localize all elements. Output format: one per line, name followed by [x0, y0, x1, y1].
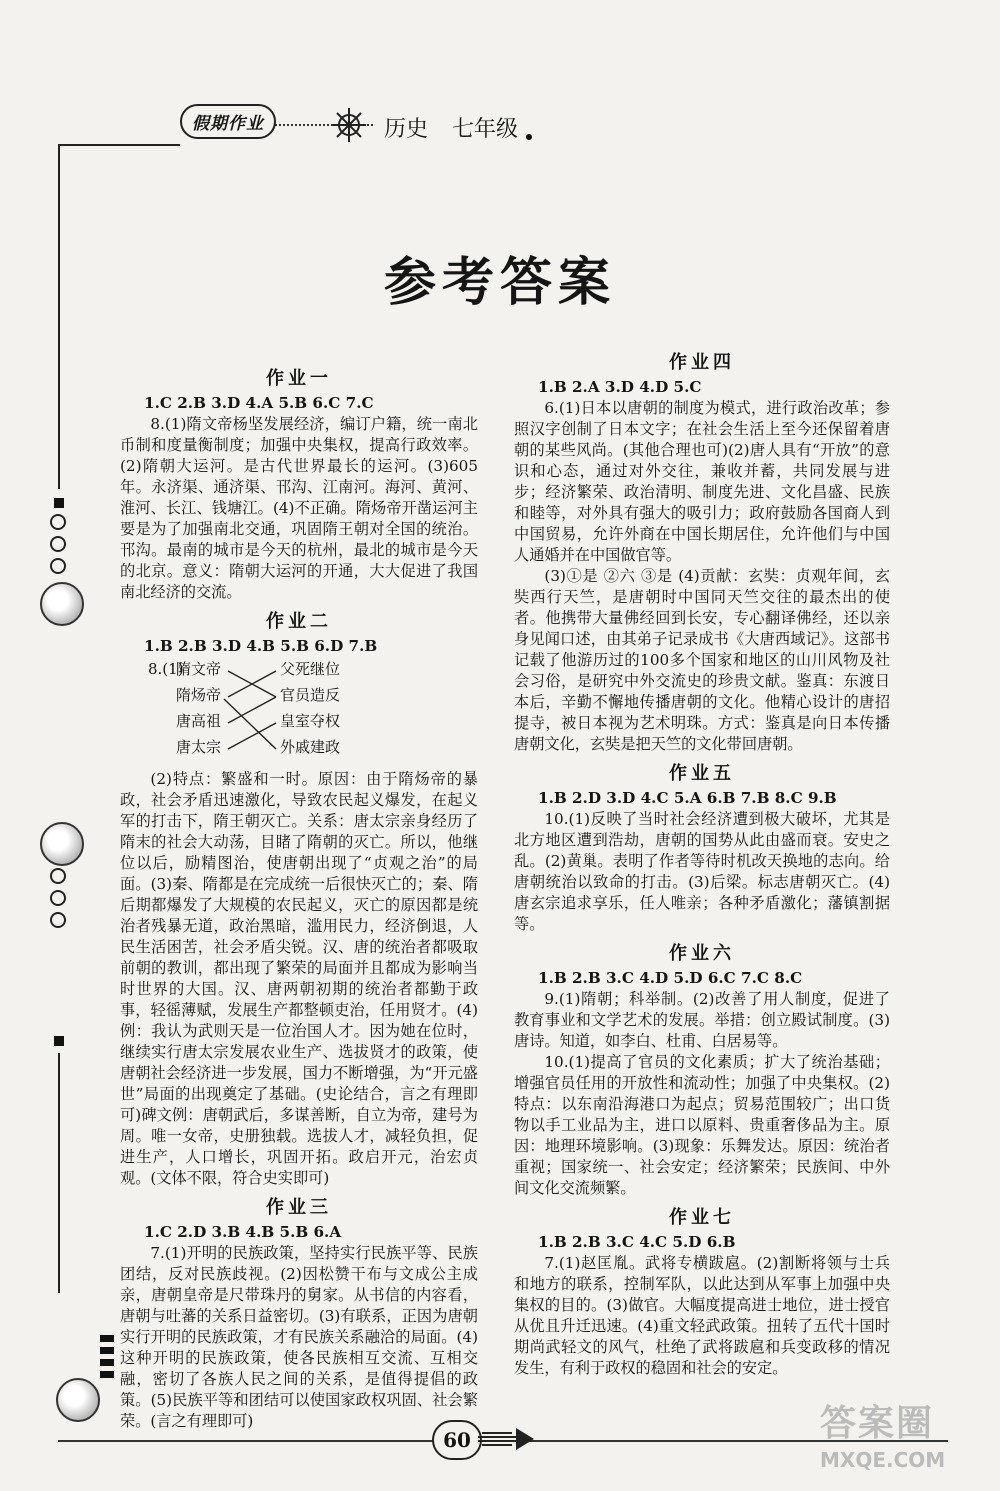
answer-paragraph: (3)①是 ②六 ③是 (4)贡献：玄奘：贞观年间，玄奘西行天竺，是唐朝时中国同天竺交往的最杰出的使者。他携带大量佛经回到长安，专心翻译佛经，还以亲身见闻口述，由其弟子记录成书《大唐西域记》。这部书记载了他游历过的100多个国家和地区的山川风物及社会习俗，是研究中外交流史的珍贵文献。鉴真：东渡日本后，辛勤不懈地传播唐朝的文化。他精心设计的唐招提寺，被日本视为艺术明珠。方式：鉴真是向日本传播唐朝文化，玄奘是把天竺的文化带回唐朝。: [514, 567, 890, 753]
matching-prefix: 8.(1): [148, 660, 184, 678]
frame-ring-decoration: [50, 514, 66, 530]
multiple-choice-answers: 1.C 2.D 3.B 4.B 5.B 6.A: [144, 1223, 342, 1241]
frame-ring-decoration: [50, 868, 66, 884]
right-column: [514, 350, 890, 1379]
section-heading: 作业一: [266, 368, 332, 389]
answer-paragraph: 7.(1)开明的民族政策，坚持实行民族平等、民族团结，反对民族歧视。(2)因松赞干布与文成公主成亲，唐朝皇帝是尺带珠丹的舅家。从书信的内容看，唐朝与吐蕃的关系日益密切。(3)有联系，正因为唐朝实行开明的民族政策，才有民族关系融洽的局面。(4)这种开明的民族政策，使各民族相互交流、互相交融，密切了各族人民之间的关系，是值得提倡的政策。(5)民族平等和团结可以使国家政权巩固、社会繁荣。(言之有理即可): [120, 1244, 478, 1430]
cartoon-face-icon: [40, 582, 84, 626]
multiple-choice-answers: 1.B 2.B 3.C 4.C 5.D 6.B: [538, 1233, 736, 1251]
frame-top-line: [58, 144, 180, 146]
frame-square-marker: [54, 498, 64, 508]
frame-left-line-lower: [58, 1053, 60, 1293]
page-number: 60: [432, 1420, 482, 1460]
section-heading: 作业六: [669, 943, 735, 964]
matching-left-item: 唐高祖: [176, 712, 222, 730]
answer-paragraph: 6.(1)日本以唐朝的制度为模式，进行政治改革；参照汉字创制了日本文字；在社会生活上至今还保留着唐朝的某些风尚。(其他合理也可)(2)唐人具有“开放”的意识和心态，通过对外交往，兼收并蓄，共同发展与进步；经济繁荣、政治清明、制度先进、文化昌盛、民族和睦等，对外具有强大的吸引力；政府鼓励各国商人到中国贸易，允许外商在中国长期居住，允许他们与中国人通婚并在中国做官等。: [514, 399, 890, 564]
matching-left-item: 隋炀帝: [176, 686, 222, 704]
section-heading: 作业三: [266, 1197, 332, 1218]
matching-right-item: 皇室夺权: [280, 712, 341, 730]
watermark-logo: 答案圈: [820, 1403, 935, 1444]
answer-paragraph: 9.(1)隋朝；科举制。(2)改善了用人制度，促进了教育事业和文学艺术的发展。举措：创立殿试制度。(3)唐诗。知道，如李白、杜甫、白居易等。: [514, 990, 890, 1050]
multiple-choice-answers: 1.B 2.A 3.D 4.D 5.C: [538, 378, 702, 396]
matching-diagram: [120, 659, 478, 767]
frame-left-line: [58, 144, 60, 489]
section-heading: 作业五: [669, 763, 735, 784]
left-column: [120, 366, 478, 1432]
frame-ring-decoration: [50, 558, 66, 574]
answer-paragraph: 10.(1)反映了当时社会经济遭到极大破坏，尤其是北方地区遭到浩劫，唐朝的国势从此由盛而衰。安史之乱。(2)黄巢。表明了作者等待时机改天换地的志向。给唐朝统治以致命的打击。(3)后梁。标志唐朝灭亡。(4)唐玄宗追求享乐，任人唯亲；各种矛盾激化；藩镇割据等。: [514, 810, 890, 933]
page-title: 参考答案: [383, 253, 616, 313]
multiple-choice-answers: 1.B 2.B 3.C 4.D 5.D 6.C 7.C 8.C: [538, 969, 803, 987]
header-brand-badge: 假期作业: [180, 104, 276, 139]
cartoon-boy-icon: [56, 1378, 100, 1422]
matching-left-item: 唐太宗: [176, 738, 222, 756]
answer-paragraph: 7.(1)赵匡胤。武将专横跋扈。(2)割断将领与士兵和地方的联系，控制军队，以此达到从军事上加强中央集权的目的。(3)做官。大幅度提高进士地位，进士授官从优且升迁迅速。(4)重文轻武政策。扭转了五代十国时期尚武轻文的风气，杜绝了武将跋扈和兵变政移的情况发生，有利于政权的稳固和社会的安定。: [514, 1254, 890, 1377]
header-subject: 历史: [384, 117, 429, 142]
answer-paragraph: 8.(1)隋文帝杨坚发展经济，编订户籍，统一南北币制和度量衡制度；加强中央集权，提高行政效率。(2)隋朝大运河。是古代世界最长的运河。(3)605年。永济渠、通济渠、邗沟、江南河。海河、黄河、淮河、长江、钱塘江。(4)不正确。隋炀帝开凿运河主要是为了加强南北交通，巩固隋王朝对全国的统治。邗沟。最南的城市是今天的杭州，最北的城市是今天的北京。意义：隋朝大运河的开通，大大促进了我国南北经济的交流。: [120, 415, 478, 601]
header-dot: [526, 134, 532, 140]
matching-left-item: 隋文帝: [176, 660, 222, 678]
matching-right-item: 外戚建政: [280, 738, 341, 756]
frame-square-marker: [54, 1036, 64, 1046]
multiple-choice-answers: 1.B 2.B 3.D 4.B 5.B 6.D 7.B: [144, 637, 378, 655]
multiple-choice-answers: 1.C 2.B 3.D 4.A 5.B 6.C 7.C: [144, 394, 374, 412]
matching-lines: [120, 659, 478, 767]
frame-ring-decoration: [50, 536, 66, 552]
multiple-choice-answers: 1.B 2.D 3.D 4.C 5.A 6.B 7.B 8.C 9.B: [538, 789, 837, 807]
ship-wheel-icon: [330, 106, 368, 144]
frame-ring-decoration: [50, 890, 66, 906]
answer-paragraph: 10.(1)提高了官员的文化素质；扩大了统治基础；增强官员任用的开放性和流动性；加强了中央集权。(2)特点：以东南沿海港口为起点；贸易范围较广；出口货物以手工业品为主，进口以原料、贵重奢侈品为主。原因：地理环境影响。(3)现象：乐舞发达。原因：统治者重视；国家统一、社会安定；经济繁荣；民族间、中外间文化交流频繁。: [514, 1053, 890, 1197]
section-heading: 作业七: [669, 1207, 735, 1228]
arrow-right-icon: [478, 1428, 534, 1450]
answer-paragraph: (2)特点：繁盛和一时。原因：由于隋炀帝的暴政，社会矛盾迅速激化，导致农民起义爆发，在起义军的打击下，隋王朝灭亡。关系：唐太宗亲身经历了隋末的社会大动荡，目睹了隋朝的灭亡。所以，他继位以后，励精图治，使唐朝出现了“贞观之治”的局面。(3)秦、隋都是在完成统一后很快灭亡的；秦、隋后期都爆发了大规模的农民起义，灭亡的原因都是统治者残暴无道，政治黑暗，滥用民力，经济倒退，人民生活困苦，社会矛盾尖锐。汉、唐的统治者都吸取前朝的教训，都出现了繁荣的局面并且都成为影响当时世界的大国。汉、唐两朝初期的统治者都勤于政事，轻徭薄赋，发展生产都整顿吏治，任用贤才。(4)例：我认为武则天是一位治国人才。因为她在位时，继续实行唐太宗发展农业生产、选拔贤才的政策，使唐朝社会经济进一步发展，国力不断增强，为“开元盛世”局面的出现奠定了基础。(史论结合，言之有理即可)碑文例：唐朝武后，多谋善断，自立为帝，建号为周。唯一女帝，史册独载。选拔人才，减轻负担，促进生产，人口增长，巩固开拓。政启开元，治宏贞观。(文体不限，符合史实即可): [120, 770, 478, 1187]
matching-right-item: 官员造反: [280, 686, 341, 704]
header-grade: 七年级: [452, 117, 519, 142]
footer-block-marks: [100, 1335, 114, 1383]
frame-ring-decoration: [50, 912, 66, 928]
section-heading: 作业二: [266, 611, 332, 632]
cartoon-face-icon: [40, 822, 84, 866]
matching-right-item: 父死继位: [280, 660, 341, 678]
watermark-url: MXQE.COM: [820, 1448, 946, 1472]
section-heading: 作业四: [669, 352, 735, 373]
